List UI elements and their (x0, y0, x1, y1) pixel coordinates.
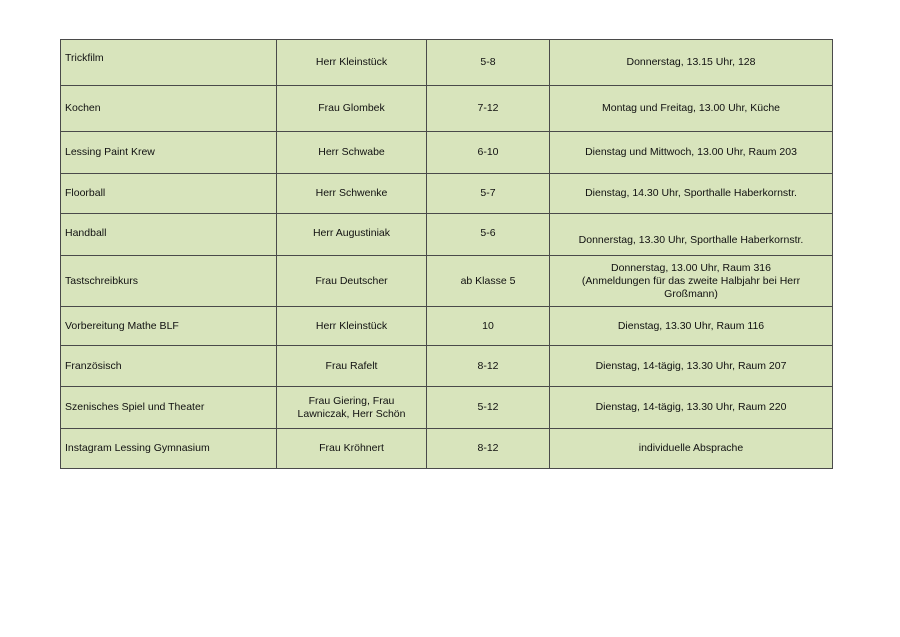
schedule-cell (550, 214, 833, 256)
teacher-cell (277, 307, 427, 346)
grade-range: 6-10 (477, 146, 499, 158)
schedule-text: Donnerstag, 13.15 Uhr, 128 (626, 56, 756, 68)
grade-range: 5-8 (480, 56, 496, 68)
activities-table (60, 39, 833, 469)
activity-name-cell (61, 387, 277, 429)
grade-cell (427, 387, 550, 429)
schedule-text: Dienstag, 14-tägig, 13.30 Uhr, Raum 220 (595, 401, 787, 413)
schedule-text: Donnerstag, 13.30 Uhr, Sporthalle Haberkornstr. (578, 234, 804, 246)
activity-name: Handball (65, 227, 107, 239)
teacher-cell (277, 429, 427, 469)
schedule-cell (550, 429, 833, 469)
activity-name-cell (61, 429, 277, 469)
grade-range: 7-12 (477, 102, 499, 114)
table-row (61, 346, 833, 387)
teacher-cell (277, 86, 427, 132)
schedule-text: Dienstag, 14.30 Uhr, Sporthalle Haberkornstr. (585, 187, 797, 199)
teacher-name: Frau Glombek (318, 102, 385, 114)
teacher-cell (277, 40, 427, 86)
grade-cell (427, 346, 550, 387)
schedule-cell (550, 40, 833, 86)
grade-range: 8-12 (477, 359, 499, 372)
grade-cell (427, 174, 550, 214)
table-row (61, 387, 833, 429)
teacher-cell (277, 174, 427, 214)
teacher-name: Herr Kleinstück (315, 56, 388, 68)
grade-cell (427, 256, 550, 307)
grade-cell (427, 429, 550, 469)
teacher-name: Herr Augustiniak (312, 227, 391, 239)
teacher-name: Frau Kröhnert (319, 442, 384, 454)
activity-name: Instagram Lessing Gymnasium (65, 442, 210, 454)
grade-range: 5-12 (477, 401, 499, 413)
activity-name: Floorball (65, 187, 106, 199)
table-row (61, 307, 833, 346)
table-row (61, 174, 833, 214)
table-row (61, 429, 833, 469)
activity-name-cell (61, 132, 277, 174)
grade-range: ab Klasse 5 (460, 274, 516, 287)
teacher-cell (277, 132, 427, 174)
schedule-cell (550, 307, 833, 346)
teacher-name: Frau Giering, Frau Lawniczak, Herr Schön (297, 394, 406, 420)
activity-name-cell (61, 307, 277, 346)
grade-cell (427, 307, 550, 346)
activity-name: Lessing Paint Krew (65, 146, 155, 158)
schedule-text: Montag und Freitag, 13.00 Uhr, Küche (601, 102, 781, 114)
teacher-name: Frau Rafelt (325, 359, 378, 372)
schedule-cell (550, 86, 833, 132)
grade-range: 10 (482, 319, 494, 332)
grade-cell (427, 132, 550, 174)
grade-cell (427, 214, 550, 256)
schedule-cell (550, 256, 833, 307)
activity-name-cell (61, 40, 277, 86)
schedule-text: Donnerstag, 13.00 Uhr, Raum 316 (Anmeldungen für das zweite Halbjahr bei Herr Großmann) (581, 261, 801, 300)
table-row (61, 40, 833, 86)
table-row (61, 132, 833, 174)
schedule-text: Dienstag und Mittwoch, 13.00 Uhr, Raum 203 (585, 146, 797, 158)
activity-name: Vorbereitung Mathe BLF (65, 319, 179, 332)
grade-cell (427, 86, 550, 132)
schedule-cell (550, 132, 833, 174)
schedule-cell (550, 387, 833, 429)
grade-range: 5-7 (480, 187, 496, 199)
teacher-cell (277, 214, 427, 256)
activity-name: Szenisches Spiel und Theater (65, 401, 205, 413)
table-row (61, 256, 833, 307)
grade-cell (427, 40, 550, 86)
grade-range: 5-6 (480, 227, 496, 239)
activity-name-cell (61, 86, 277, 132)
teacher-cell (277, 387, 427, 429)
activity-name-cell (61, 214, 277, 256)
activity-name-cell (61, 256, 277, 307)
activity-name-cell (61, 174, 277, 214)
table-row (61, 86, 833, 132)
activity-name: Französisch (65, 359, 122, 372)
teacher-cell (277, 346, 427, 387)
grade-range: 8-12 (477, 442, 499, 454)
schedule-cell (550, 346, 833, 387)
activity-name: Tastschreibkurs (65, 274, 138, 287)
activity-name: Trickfilm (65, 52, 104, 64)
activity-name-cell (61, 346, 277, 387)
table-row (61, 214, 833, 256)
teacher-name: Herr Schwabe (318, 146, 385, 158)
schedule-text: Dienstag, 14-tägig, 13.30 Uhr, Raum 207 (595, 359, 787, 372)
schedule-text: Dienstag, 13.30 Uhr, Raum 116 (617, 319, 765, 332)
activity-name: Kochen (65, 102, 101, 114)
teacher-name: Frau Deutscher (315, 274, 388, 287)
teacher-cell (277, 256, 427, 307)
schedule-text: individuelle Absprache (638, 442, 744, 454)
teacher-name: Herr Schwenke (315, 187, 388, 199)
schedule-cell (550, 174, 833, 214)
teacher-name: Herr Kleinstück (315, 319, 388, 332)
